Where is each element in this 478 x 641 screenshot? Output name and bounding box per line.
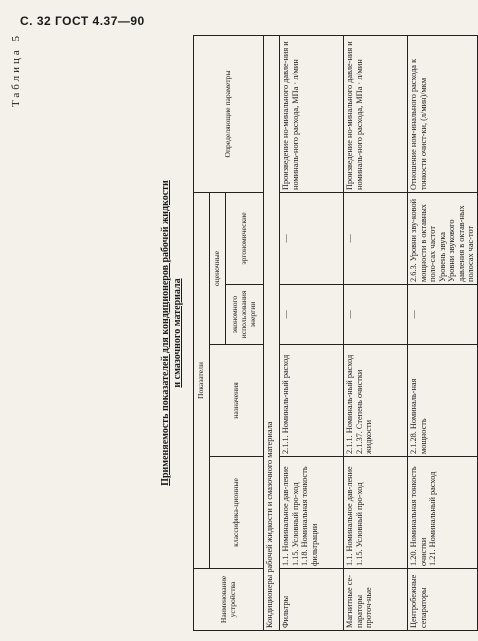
table-row [344, 35, 408, 630]
table-title [160, 33, 183, 633]
table-row [280, 35, 344, 630]
params-cell: Произведение но-минального давле-ния и номиналь-ного расхода, МПа · л/мин [344, 35, 408, 192]
classification-cell: 1.1. Номинальное дав-ление 1.15. Условный про-ход 1.18. Номинальная тонкость фильтрации [280, 457, 344, 569]
header-purpose: назначения [210, 345, 264, 457]
resource-cell: — [280, 285, 344, 345]
page-header: С. 32 ГОСТ 4.37—90 [20, 14, 145, 28]
purpose-cell: 2.1.1. Номиналь-ный расход [280, 345, 344, 457]
ergonomic-cell: — [344, 192, 408, 284]
resource-cell: — [344, 285, 408, 345]
device-cell: Фильтры [280, 569, 344, 631]
ergonomic-cell: — [280, 192, 344, 284]
header-ergonomic: эргономические [226, 192, 264, 284]
params-cell: Произведение но-минального давле-ния и номиналь-ного расхода, МПа · л/мин [280, 35, 344, 192]
table-title-line-1: Применяемость показателей для кондиционеров рабочей жидкости [160, 180, 171, 486]
purpose-cell: 2.1.1. Номиналь-ный расход 2.1.37. Степень очистки жидкости [344, 345, 408, 457]
purpose-cell: 2.1.28. Номиналь-ная мощность [408, 345, 478, 457]
table-label: Таблица 5 [10, 33, 22, 108]
header-indicators: Показатели [194, 192, 210, 568]
table-title-line-2: и смазочного материала [171, 278, 183, 388]
classification-cell: 1.20. Номинальная тонкость очистки 1.21. Номинальный расход [408, 457, 478, 569]
header-evaluation: оценочные [210, 192, 226, 344]
header-classification: классифика-ционные [210, 457, 264, 569]
header-device-name: Наименование устройства [194, 569, 264, 631]
ergonomic-cell: 2.6.3. Уровни зву-ковой мощности в октавных поло-сах частот Уровень звука Уровни звукового давления в октав-ных полосах час-тот [408, 192, 478, 284]
table-row [408, 35, 478, 630]
applicability-table [193, 35, 478, 631]
resource-cell: — [408, 285, 478, 345]
params-cell: Отношение ном-инального расхода к тонкости очист-ки, (л/мин)/мкм [408, 35, 478, 192]
device-cell: Магнитные се-параторы проточ-ные [344, 569, 408, 631]
header-defining-params: Определяющие параметры [194, 35, 264, 192]
section-heading: Кондиционеры рабочей жидкости и смазочного материала [264, 35, 280, 630]
device-cell: Центробежные сепараторы [408, 569, 478, 631]
classification-cell: 1.1. Номинальное дав-ление 1.15. Условный про-ход [344, 457, 408, 569]
header-resource-saving: экономного использования энергии [226, 285, 264, 345]
rotated-table-area [10, 33, 476, 633]
